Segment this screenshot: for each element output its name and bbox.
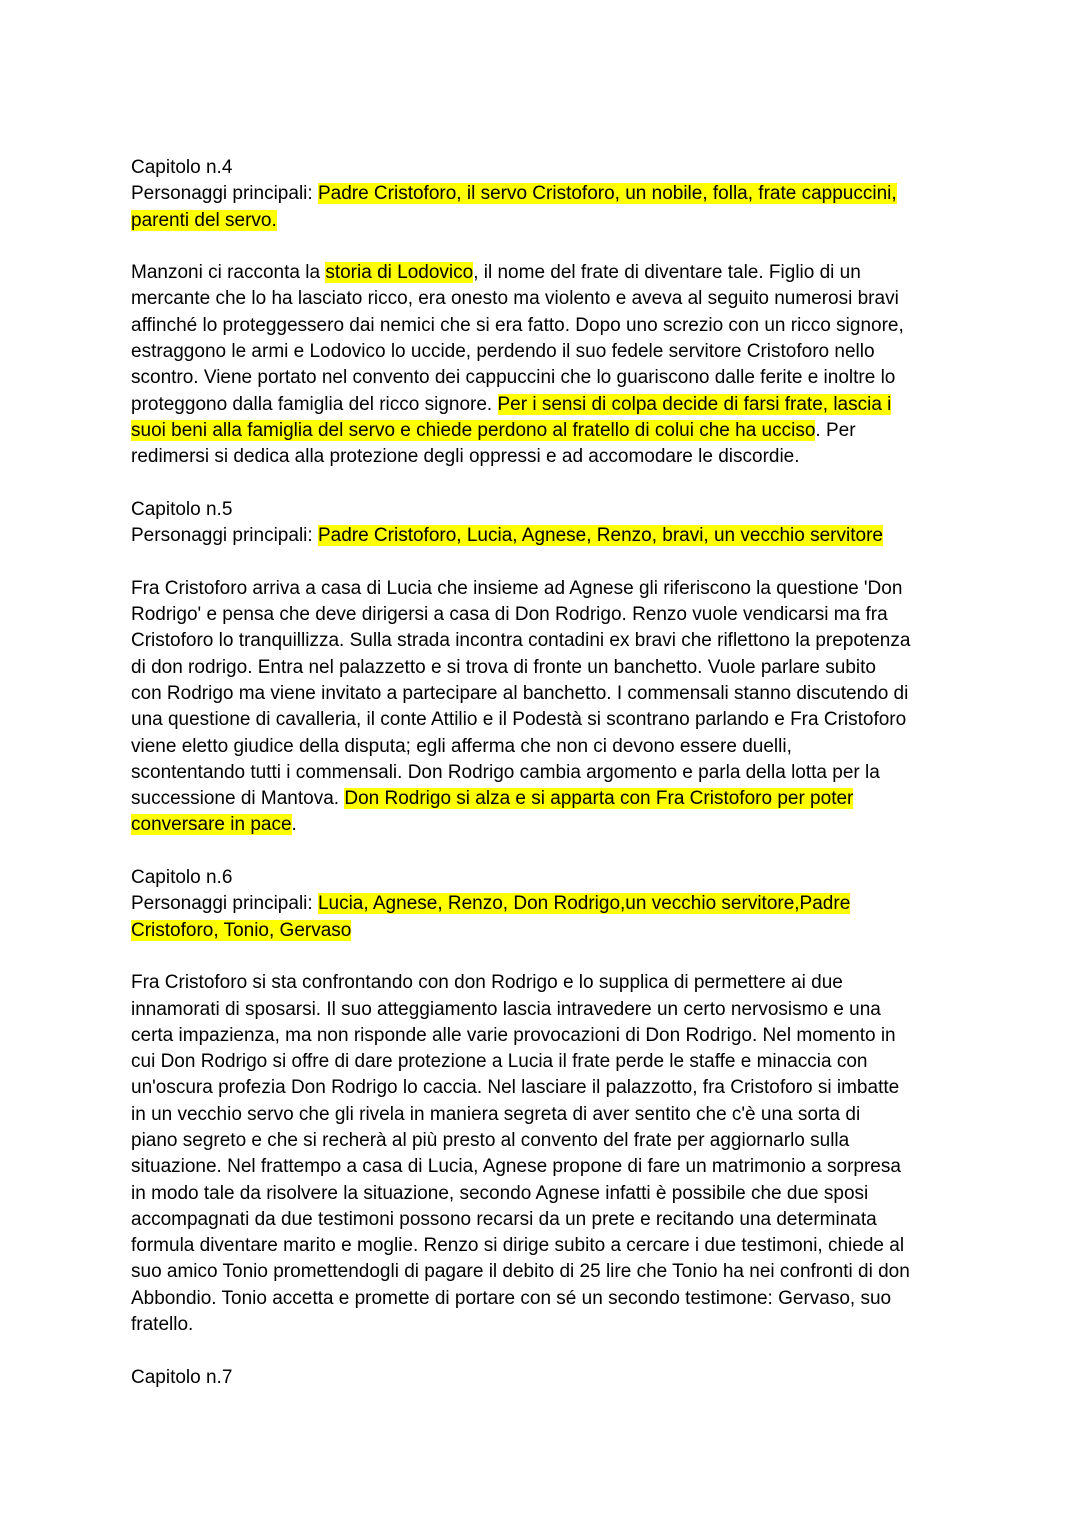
summary-line: in un vecchio servo che gli rivela in maniera segreta di aver sentito che c'è una sorta di [131, 1103, 861, 1125]
summary-line: Fra Cristoforo arriva a casa di Lucia che insieme ad Agnese gli riferiscono la questione 'Don [131, 577, 903, 599]
summary-highlight: Per i sensi di colpa decide di farsi frate, lascia i [497, 393, 892, 415]
chapter-title: Capitolo n.4 [131, 157, 233, 178]
characters-line [131, 523, 956, 549]
summary-line: estraggono le armi e Lodovico lo uccide, perdendo il suo fedele servitore Cristoforo nello [131, 341, 875, 363]
characters-label: Personaggi principali: [131, 893, 318, 915]
summary-line: piano segreto e che si recherà al più presto al convento del frate per aggiornarlo sulla [131, 1129, 850, 1151]
summary-line: un'oscura profezia Don Rodrigo lo caccia. Nel lasciare il palazzotto, fra Cristoforo si imbatte [131, 1077, 900, 1099]
summary-line: Abbondio. Tonio accetta e promette di portare con sé un secondo testimone: Gervaso, suo [131, 1287, 892, 1309]
summary-text: . Per [815, 419, 856, 441]
summary-line: una questione di cavalleria, il conte Attilio e il Podestà si scontrano parlando e Fra Cristoforo [131, 709, 907, 731]
summary-line: Rodrigo' e pensa che deve dirigersi a casa di Don Rodrigo. Renzo vuole vendicarsi ma fra [131, 604, 888, 626]
summary-highlight: storia di Lodovico [325, 262, 474, 284]
characters-highlight: Cristoforo, Tonio, Gervaso [131, 919, 352, 941]
summary-line: redimersi si dedica alla protezione degli oppressi e ad accomodare le discordie. [131, 446, 800, 468]
chapter-title: Capitolo n.5 [131, 498, 233, 520]
characters-line [131, 208, 956, 234]
summary-line: con Rodrigo ma viene invitato a partecipare al banchetto. I commensali stanno discutendo di [131, 682, 909, 704]
characters-highlight: parenti del servo. [131, 209, 277, 231]
summary-line: affinché lo proteggessero dai nemici che si era fatto. Dopo uno screzio con un ricco signore, [131, 314, 904, 336]
characters-label: Personaggi principali: [131, 525, 318, 547]
summary-line: cui Don Rodrigo si offre di dare protezione a Lucia il frate perde le staffe e minaccia con [131, 1051, 868, 1073]
summary-line: innamorati di sposarsi. Il suo atteggiamento lascia intravedere un certo nervosismo e una [131, 998, 881, 1020]
chapter-5 [131, 497, 956, 839]
summary-text: , il nome del frate di diventare tale. Figlio di un [473, 262, 861, 284]
summary-highlight: conversare in pace [131, 814, 292, 836]
summary-text: successione di Mantova. [131, 788, 345, 810]
chapter-summary [131, 576, 956, 839]
summary-line: Fra Cristoforo si sta confrontando con don Rodrigo e lo supplica di permettere ai due [131, 972, 843, 994]
characters-line [131, 918, 956, 944]
summary-line: viene eletto giudice della disputa; egli afferma che non ci devono essere duelli, [131, 735, 792, 757]
summary-line [131, 418, 956, 444]
chapter-6 [131, 865, 956, 1338]
characters-highlight: Padre Cristoforo, Lucia, Agnese, Renzo, bravi, un vecchio servitore [317, 525, 883, 547]
summary-line: scontro. Viene portato nel convento dei cappuccini che lo guariscono dalle ferite e inoltre lo [131, 367, 896, 389]
summary-highlight: Don Rodrigo si alza e si apparta con Fra Cristoforo per poter [344, 788, 854, 810]
summary-line [131, 392, 956, 418]
chapter-summary [131, 970, 956, 1338]
document-page [131, 155, 956, 1391]
characters-highlight: Padre Cristoforo, il servo Cristoforo, un nobile, folla, frate cappuccini, [317, 183, 897, 205]
summary-line: in modo tale da risolvere la situazione, secondo Agnese infatti è possibile che due sposi [131, 1182, 869, 1204]
summary-text: Manzoni ci racconta la [131, 262, 326, 284]
summary-line: scontentando tutti i commensali. Don Rodrigo cambia argomento e parla della lotta per la [131, 761, 880, 783]
chapter-title: Capitolo n.7 [131, 1366, 233, 1388]
characters-line [131, 181, 956, 207]
summary-line: formula diventare marito e moglie. Renzo si dirige subito a cercare i due testimoni, chiede al [131, 1235, 905, 1257]
summary-line: suo amico Tonio promettendogli di pagare il debito di 25 lire che Tonio ha nei confronti di don [131, 1261, 910, 1283]
summary-line: accompagnati da due testimoni possono recarsi da un prete e recitando una determinata [131, 1208, 877, 1230]
summary-line: Cristoforo lo tranquillizza. Sulla strada incontra contadini ex bravi che riflettono la prepotenza [131, 630, 911, 652]
chapter-4 [131, 155, 956, 471]
characters-label: Personaggi principali: [131, 183, 318, 205]
chapter-summary [131, 260, 956, 470]
summary-text: proteggono dalla famiglia del ricco signore. [131, 393, 498, 415]
characters-line [131, 891, 956, 917]
summary-line: certa impazienza, ma non risponde alle varie provocazioni di Don Rodrigo. Nel momento in [131, 1024, 896, 1046]
summary-line [131, 786, 956, 812]
chapter-title: Capitolo n.6 [131, 867, 233, 889]
summary-highlight: suoi beni alla famiglia del servo e chiede perdono al fratello di colui che ha ucciso [131, 419, 816, 441]
summary-line: fratello. [131, 1314, 194, 1336]
summary-line [131, 812, 956, 838]
chapter-7 [131, 1365, 956, 1391]
characters-highlight: Lucia, Agnese, Renzo, Don Rodrigo,un vecchio servitore,Padre [317, 893, 851, 915]
summary-line: di don rodrigo. Entra nel palazzetto e si trova di fronte un banchetto. Vuole parlare subito [131, 656, 876, 678]
summary-line: situazione. Nel frattempo a casa di Lucia, Agnese propone di fare un matrimonio a sorpresa [131, 1156, 901, 1178]
summary-text: . [291, 814, 297, 836]
summary-line [131, 260, 956, 286]
summary-line: mercante che lo ha lasciato ricco, era onesto ma violento e aveva al seguito numerosi bravi [131, 288, 899, 310]
